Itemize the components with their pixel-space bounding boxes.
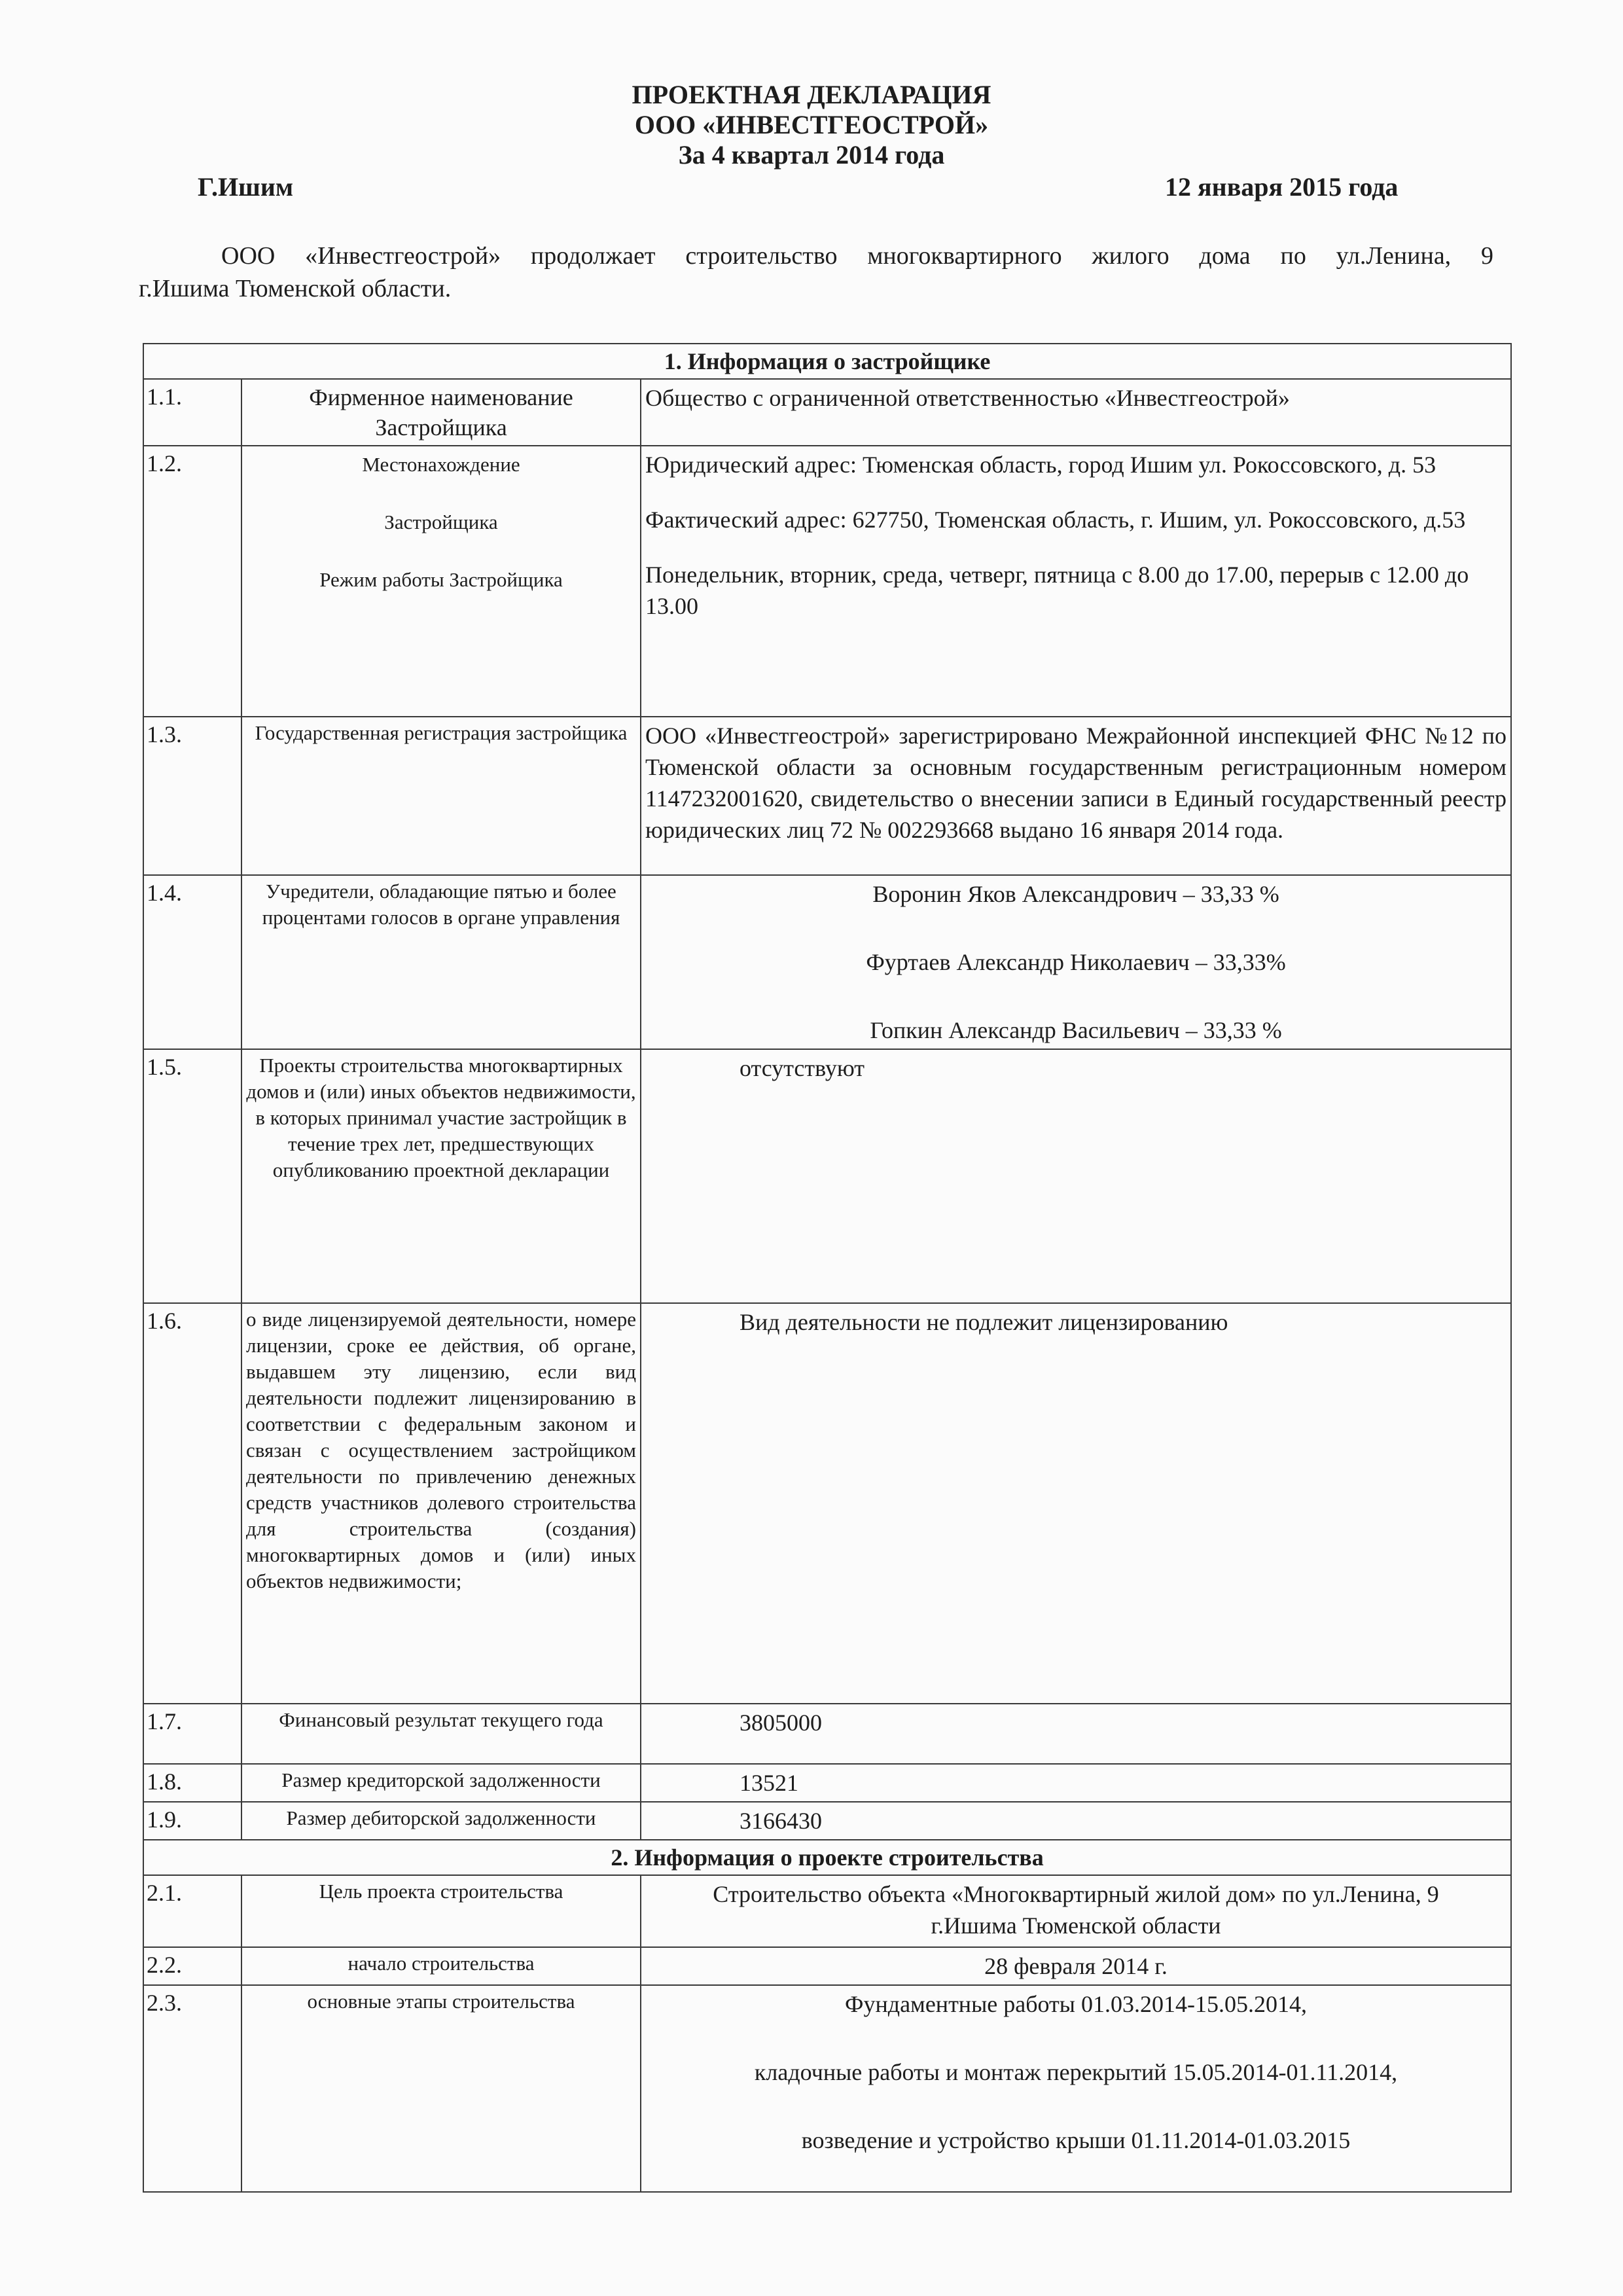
intro-paragraph [139, 240, 1493, 305]
row-label: начало строительства [241, 1947, 641, 1985]
section-1-title: 1. Информация о застройщике [143, 344, 1511, 379]
row-label: Учредители, обладающие пятью и более процентами голосов в органе управления [241, 875, 641, 1049]
table-row [143, 379, 1511, 446]
table-row [143, 1985, 1511, 2192]
row-value: 13521 [641, 1764, 1511, 1802]
table-row [143, 1303, 1511, 1704]
section-2-title: 2. Информация о проекте строительства [143, 1840, 1511, 1875]
row-number: 1.5. [143, 1049, 241, 1303]
declaration-table [143, 343, 1512, 2193]
legal-address: Юридический адрес: Тюменская область, город Ишим ул. Рокоссовского, д. 53 [645, 452, 1436, 478]
stage-3: возведение и устройство крыши 01.11.2014-01.03.2015 [801, 2127, 1351, 2153]
table-row [143, 1802, 1511, 1840]
label-location: Местонахождение [362, 453, 520, 476]
row-label: Цель проекта строительства [241, 1875, 641, 1947]
row-label: Фирменное наименование Застройщика [241, 379, 641, 446]
table-row [143, 1764, 1511, 1802]
row-number: 1.6. [143, 1303, 241, 1704]
table-row [143, 1049, 1511, 1303]
table-row [143, 875, 1511, 1049]
intro-line-2: г.Ишима Тюменской области. [139, 275, 452, 302]
row-label: Государственная регистрация застройщика [241, 717, 641, 875]
label-work-hours: Режим работы Застройщика [319, 568, 563, 591]
row-value: Вид деятельности не подлежит лицензированию [641, 1303, 1511, 1704]
document-title: ПРОЕКТНАЯ ДЕКЛАРАЦИЯ [632, 80, 991, 109]
row-label: о виде лицензируемой деятельности, номере лицензии, сроке ее действия, об органе, выдавшем эту лицензию, если вид деятельности подлежит лицензированию в соответствии с федеральным законом и связан с осуществлением застройщиком деятельности по привлечению денежных средств участников долевого строительства для строительства (создания) многоквартирных домов и (или) иных объектов недвижимости; [241, 1303, 641, 1704]
row-number: 1.8. [143, 1764, 241, 1802]
row-label: основные этапы строительства [241, 1985, 641, 2192]
founder-3: Гопкин Александр Васильевич – 33,33 % [870, 1017, 1282, 1043]
founder-2: Фуртаев Александр Николаевич – 33,33% [866, 949, 1286, 975]
row-value: отсутствуют [641, 1049, 1511, 1303]
row-value: ООО «Инвестгеострой» зарегистрировано Межрайонной инспекцией ФНС №12 по Тюменской области за основным государственным регистрационным номером 1147232001620, свидетельство о внесении записи в Единый государственный реестр юридических лиц 72 № 002293668 выдано 16 января 2014 года. [641, 717, 1511, 875]
row-value [641, 1875, 1511, 1947]
section-1-header-row [143, 344, 1511, 379]
row-value [641, 446, 1511, 717]
row-value: Общество с ограниченной ответственностью «Инвестгеострой» [641, 379, 1511, 446]
report-period: За 4 квартал 2014 года [678, 140, 945, 170]
city: Г.Ишим [198, 172, 294, 202]
row-label [241, 446, 641, 717]
row-number: 2.3. [143, 1985, 241, 2192]
row-value [641, 1985, 1511, 2192]
row-number: 1.2. [143, 446, 241, 717]
row-number: 2.1. [143, 1875, 241, 1947]
row-value [641, 875, 1511, 1049]
project-goal-line-1: Строительство объекта «Многоквартирный жилой дом» по ул.Ленина, 9 [713, 1881, 1439, 1907]
row-value: 3805000 [641, 1704, 1511, 1764]
row-number: 2.2. [143, 1947, 241, 1985]
company-name: ООО «ИНВЕСТГЕОСТРОЙ» [634, 110, 989, 139]
stage-2: кладочные работы и монтаж перекрытий 15.05.2014-01.11.2014, [754, 2059, 1398, 2085]
row-label: Проекты строительства многоквартирных домов и (или) иных объектов недвижимости, в которых принимал участие застройщик в течение трех лет, предшествующих опубликованию проектной декларации [241, 1049, 641, 1303]
row-number: 1.1. [143, 379, 241, 446]
table-row [143, 1947, 1511, 1985]
project-goal-line-2: г.Ишима Тюменской области [931, 1912, 1221, 1939]
row-number: 1.7. [143, 1704, 241, 1764]
table-row [143, 446, 1511, 717]
row-number: 1.9. [143, 1802, 241, 1840]
stage-1: Фундаментные работы 01.03.2014-15.05.2014, [845, 1991, 1307, 2017]
row-label: Размер кредиторской задолженности [241, 1764, 641, 1802]
row-value: 28 февраля 2014 г. [641, 1947, 1511, 1985]
row-label: Финансовый результат текущего года [241, 1704, 641, 1764]
table-row [143, 1875, 1511, 1947]
table-row [143, 717, 1511, 875]
row-label: Размер дебиторской задолженности [241, 1802, 641, 1840]
intro-line-1: ООО «Инвестгеострой» продолжает строительство многоквартирного жилого дома по ул.Ленина, 9 [221, 242, 1493, 270]
actual-address: Фактический адрес: 627750, Тюменская область, г. Ишим, ул. Рокоссовского, д.53 [645, 507, 1466, 533]
founder-1: Воронин Яков Александрович – 33,33 % [872, 881, 1279, 907]
table-row [143, 1704, 1511, 1764]
label-developer: Застройщика [384, 511, 498, 533]
row-number: 1.3. [143, 717, 241, 875]
document-date: 12 января 2015 года [1165, 172, 1399, 202]
work-hours: Понедельник, вторник, среда, четверг, пятница с 8.00 до 17.00, перерыв с 12.00 до 13.00 [645, 562, 1469, 619]
section-2-header-row [143, 1840, 1511, 1875]
row-number: 1.4. [143, 875, 241, 1049]
row-value: 3166430 [641, 1802, 1511, 1840]
